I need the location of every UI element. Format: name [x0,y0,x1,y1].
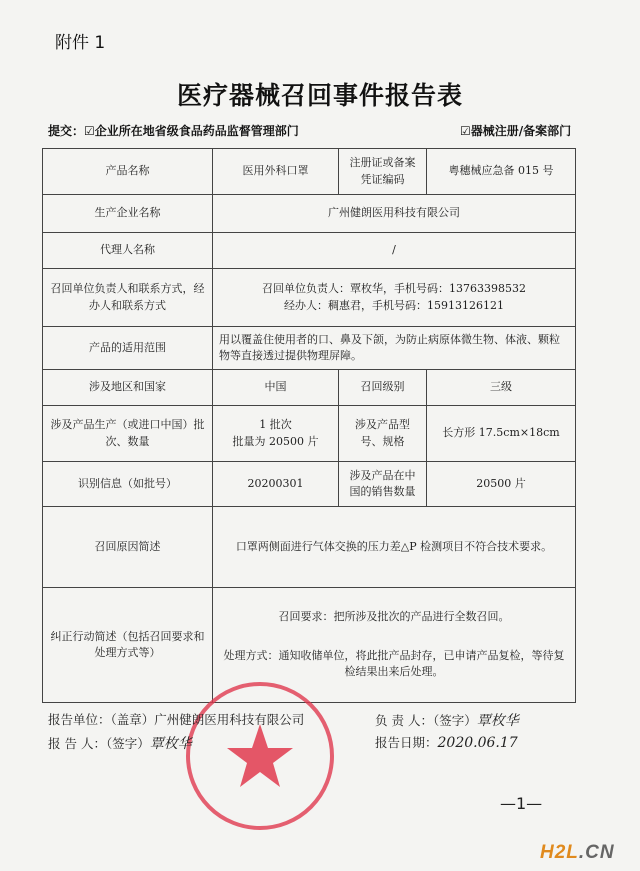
agent-label: 代理人名称 [43,233,213,269]
sales-value: 20500 片 [427,462,576,507]
report-date [375,733,518,751]
table-row [43,370,576,406]
report-date-value: 2020.06.17 [437,735,518,751]
person-in-charge [375,710,519,730]
product-name-label: 产品名称 [43,149,213,195]
region-value: 中国 [213,370,339,406]
batch-value [213,406,339,462]
reporter [48,733,192,753]
seal-star-icon [227,724,293,787]
reporter-label: 报 告 人：（签字） [48,736,150,751]
recall-head-contact: 召回单位负责人：覃枚华，手机号码：13763398532 [262,282,526,295]
product-name-value: 医用外科口罩 [213,149,339,195]
manufacturer-value: 广州健朗医用科技有限公司 [213,195,576,233]
reason-value: 口罩两侧面进行气体交换的压力差△P 检测项目不符合技术要求。 [213,507,576,588]
model-value: 长方形 17.5cm×18cm [427,406,576,462]
contact-label: 召回单位负责人和联系方式，经办人和联系方式 [43,269,213,327]
reporter-signature: 覃枚华 [149,736,192,752]
submit-to-provincial: 提交：☑企业所在地省级食品药品监督管理部门 [48,124,299,138]
report-unit-label: 报告单位：（盖章） [48,712,155,727]
logo-part-h2l: H2L [540,842,579,863]
submit-to-registration-dept: ☑器械注册/备案部门 [460,124,572,138]
sales-label: 涉及产品在中国的销售数量 [339,462,427,507]
attachment-label: 附件 1 [55,33,106,53]
recall-level-value: 三级 [427,370,576,406]
page-number: —1— [500,794,543,813]
table-row [43,149,576,195]
handling-method: 处理方式：通知收储单位，将此批产品封存，已申请产品复检，等待复检结果出来后处理。 [223,648,565,679]
identification-label: 识别信息（如批号） [43,462,213,507]
table-row [43,507,576,588]
report-unit [48,710,304,728]
agent-value: / [213,233,576,269]
identification-value: 20200301 [213,462,339,507]
batch-label: 涉及产品生产（或进口中国）批次、数量 [43,406,213,462]
company-seal [180,676,340,836]
report-unit-value: 广州健朗医用科技有限公司 [154,712,305,727]
person-in-charge-label: 负 责 人：（签字） [375,713,477,728]
operator-contact: 经办人：稠惠君，手机号码：15913126121 [284,298,504,312]
model-label: 涉及产品型号、规格 [339,406,427,462]
table-row [43,406,576,462]
table-row [43,462,576,507]
recall-report-table [42,148,576,703]
table-row [43,269,576,327]
contact-value [213,269,576,327]
batch-quantity: 批量为 20500 片 [232,434,319,448]
form-title: 医疗器械召回事件报告表 [176,81,463,110]
logo-part-cn: .CN [578,842,615,863]
region-label: 涉及地区和国家 [43,370,213,406]
table-row [43,233,576,269]
table-row [43,195,576,233]
report-date-label: 报告日期： [375,735,438,750]
recall-requirement: 召回要求：把所涉及批次的产品进行全数召回。 [278,610,510,624]
registration-number-label: 注册证或备案凭证编码 [339,149,427,195]
table-row [43,327,576,370]
corrective-action-label: 纠正行动简述（包括召回要求和处理方式等） [43,588,213,703]
person-in-charge-signature: 覃枚华 [476,713,519,729]
scope-label: 产品的适用范围 [43,327,213,370]
recall-level-label: 召回级别 [339,370,427,406]
manufacturer-label: 生产企业名称 [43,195,213,233]
site-logo [540,842,615,864]
registration-number-value: 粤穗械应急备 015 号 [427,149,576,195]
scope-value: 用以覆盖住使用者的口、鼻及下颌，为防止病原体微生物、体液、颗粒物等直接透过提供物理屏障。 [213,327,576,370]
reason-label: 召回原因简述 [43,507,213,588]
batch-count: 1 批次 [259,418,292,431]
